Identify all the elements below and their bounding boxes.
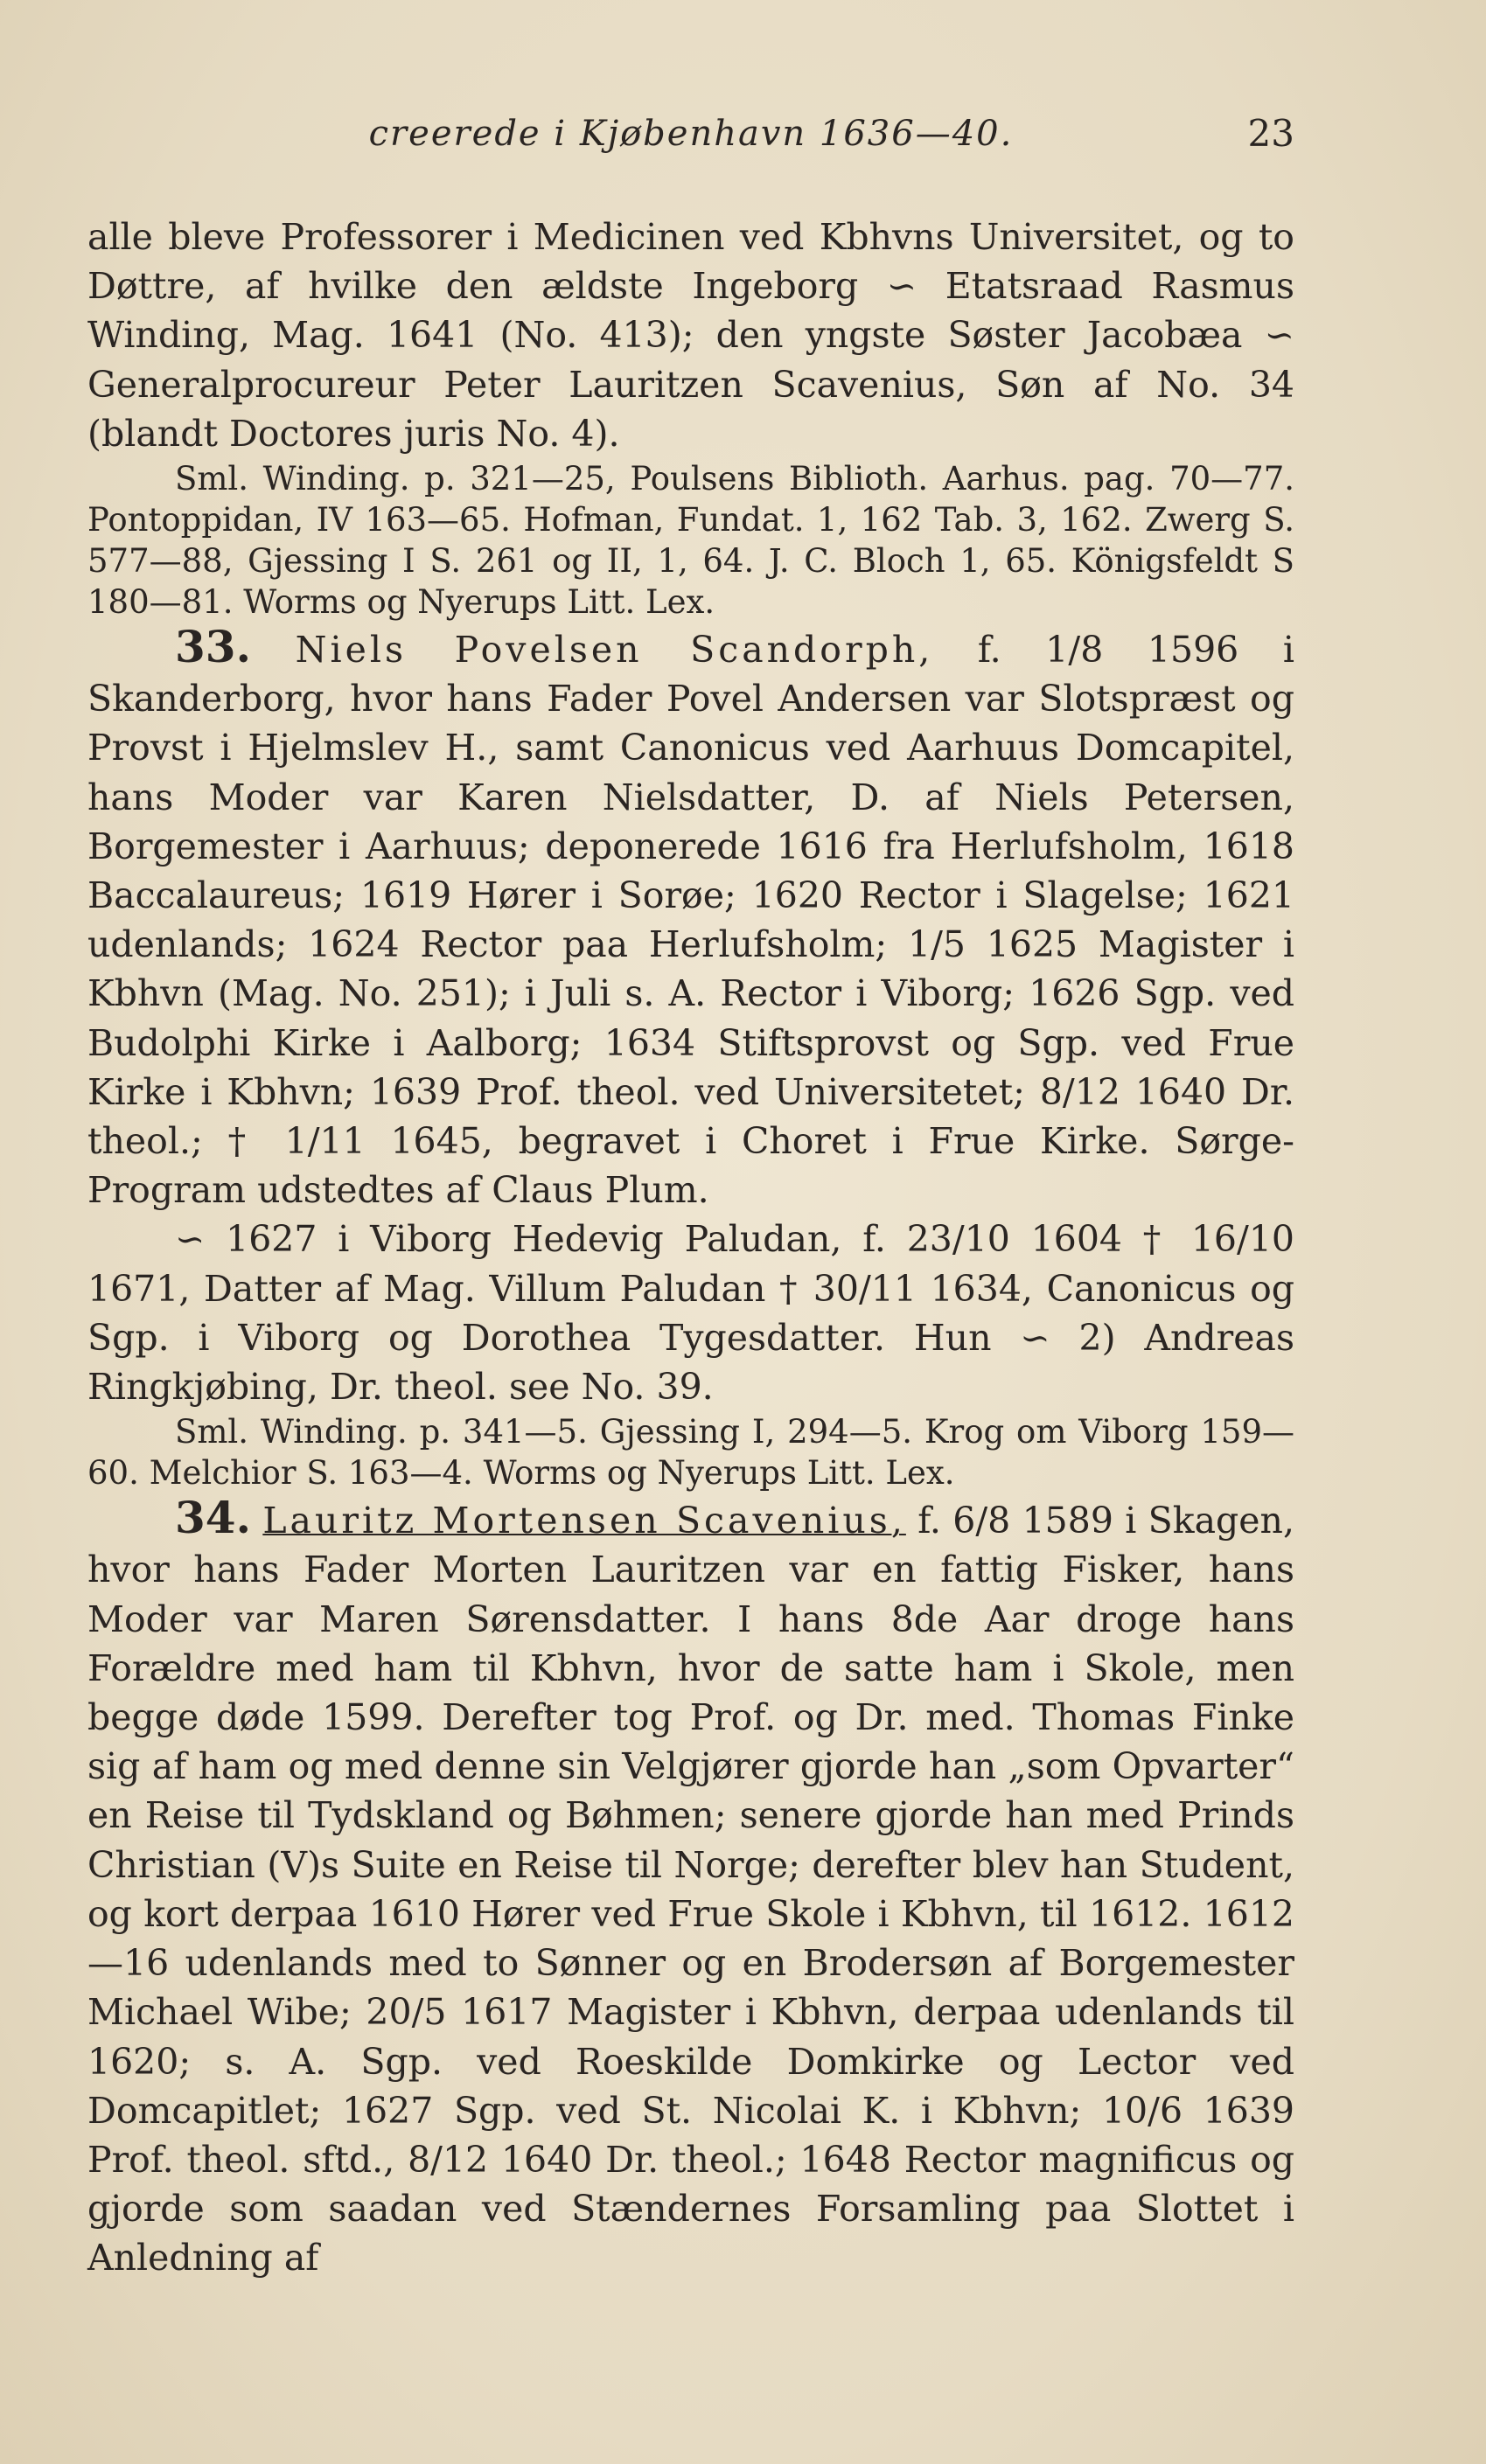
references-paragraph: [87, 458, 1294, 623]
entry-name: Niels Povelsen Scandorph,: [295, 629, 934, 672]
page-number: 23: [1247, 112, 1294, 155]
running-header: [87, 103, 1294, 164]
paragraph-text: f. 6/8 1589 i Skagen, hvor hans Fader Morten Lauritzen var en fattig Fisker, hans Moder var Maren Sørensdatter. I hans 8de Aar droge hans Forældre med ham til Kbhvn, hvor de satte ham i Skole, men begge døde 1599. Derefter tog Prof. og Dr. med. Thomas Finke sig af ham og med denne sin Velgjører gjorde han „som Opvarter“ en Reise til Tydskland og Bøhmen; senere gjorde han med Prinds Christian (V)s Suite en Reise til Norge; derefter blev han Student, og kort derpaa 1610 Hører ved Frue Skole i Kbhvn, til 1612. 1612—16 udenlands med to Sønner og en Brodersøn af Borgemester Michael Wibe; 20/5 1617 Magister i Kbhvn, derpaa udenlands til 1620; s. A. Sgp. ved Roeskilde Domkirke og Lector ved Domcapitlet; 1627 Sgp. ved St. Nicolai K. i Kbhvn; 10/6 1639 Prof. theol. sftd., 8/12 1640 Dr. theol.; 1648 Rector magnificus og gjorde som saadan ved Stændernes Forsamling paa Slottet i Anledning af: [87, 1500, 1294, 2280]
paragraph-text: f. 1/8 1596 i Skanderborg, hvor hans Fader Povel Andersen var Slotspræst og Provst i Hjelmslev H., samt Canonicus ved Aarhuus Domcapitel, hans Moder var Karen Nielsdatter, D. af Niels Petersen, Borgemester i Aarhuus; deponerede 1616 fra Herlufsholm, 1618 Baccalaureus; 1619 Hører i Sorøe; 1620 Rector i Slagelse; 1621 udenlands; 1624 Rector paa Herlufsholm; 1/5 1625 Magister i Kbhvn (Mag. No. 251); i Juli s. A. Rector i Viborg; 1626 Sgp. ved Budolphi Kirke i Aalborg; 1634 Stiftsprovst og Sgp. ved Frue Kirke i Kbhvn; 1639 Prof. theol. ved Universitetet; 8/12 1640 Dr. theol.; † 1/11 1645, begravet i Choret i Frue Kirke. Sørge-Program udstedtes af Claus Plum.: [87, 629, 1294, 1212]
entry-number: 34.: [175, 1492, 251, 1544]
entry-name: Lauritz Mortensen Scavenius,: [262, 1500, 906, 1542]
paragraph-text: Sml. Winding. p. 321—25, Poulsens Biblioth. Aarhus. pag. 70—77. Pontoppidan, IV 163—65. Hofman, Fundat. 1, 162 Tab. 3, 162. Zwerg S. 577—88, Gjessing I S. 261 og II, 1, 64. J. C. Bloch 1, 65. Königsfeldt S 180—81. Worms og Nyerups Litt. Lex.: [87, 460, 1294, 622]
entry-number: 33.: [175, 621, 251, 673]
paragraph-text: ∽ 1627 i Viborg Hedevig Paludan, f. 23/10 1604 † 16/10 1671, Datter af Mag. Villum Paludan † 30/11 1634, Canonicus og Sgp. i Viborg og Dorothea Tygesdatter. Hun ∽ 2) Andreas Ringkjøbing, Dr. theol. see No. 39.: [87, 1218, 1294, 1409]
entry-34: [87, 1493, 1294, 2282]
paragraph-text: Sml. Winding. p. 341—5. Gjessing I, 294—5. Krog om Viborg 159—60. Melchior S. 163—4. Worms og Nyerups Litt. Lex.: [87, 1413, 1294, 1493]
paragraph-text: alle bleve Professorer i Medicinen ved Kbhvns Universitet, og to Døttre, af hvilke den ældste Ingeborg ∽ Etatsraad Rasmus Winding, Mag. 1641 (No. 413); den yngste Søster Jacobæa ∽ Generalprocureur Peter Lauritzen Scavenius, Søn af No. 34 (blandt Doctores juris No. 4).: [87, 216, 1294, 455]
marriage-paragraph: [87, 1215, 1294, 1411]
header-title: creerede i Kjøbenhavn 1636—40.: [368, 114, 1014, 154]
page-body: [87, 212, 1294, 2283]
references-paragraph: [87, 1411, 1294, 1493]
paragraph-continuation: [87, 212, 1294, 458]
entry-33: [87, 623, 1294, 1215]
